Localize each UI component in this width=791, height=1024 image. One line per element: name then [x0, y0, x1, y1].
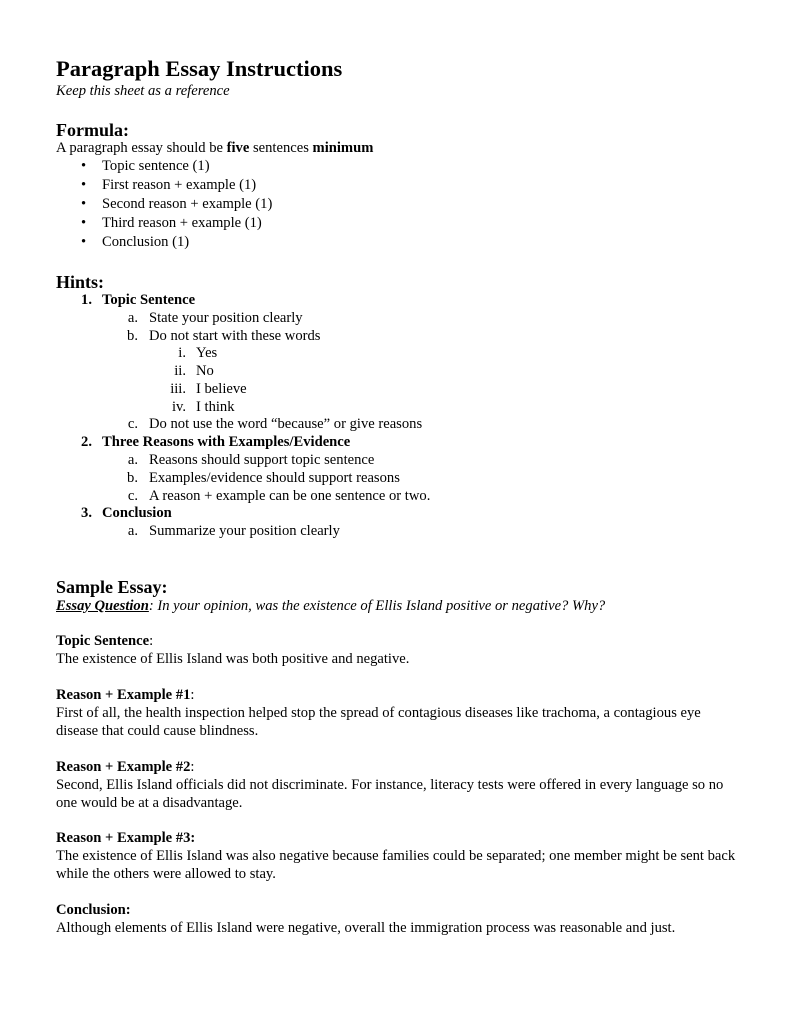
formula-list — [56, 157, 272, 252]
sample-part-reason-2: Reason + Example #2: Second, Ellis Island officials did not discriminate. For instance, literacy tests were offered in every language so no one would be at a disadvantage. — [56, 759, 724, 811]
list-item: • Conclusion (1) — [81, 234, 190, 250]
list-item: • Third reason + example (1) — [81, 215, 262, 231]
formula-intro-minimum: minimum — [312, 140, 374, 156]
document-page: Paragraph Essay Instructions Keep this sheet as a reference Formula: A paragraph essay should be five sentences minimum • Topic sentence (1) • First reason + example (1) • Second reason + example (1) • Third reason + example (1) • Conclusion (1) Hints: 1. Topic Sentence a. State your position clearly b. Do not start with these words i. Yes ii. No iii. I believe iv. I think c. Do not use the word “because” or give reasons 2. Three Reasons with Examples/Evidence a. Reasons should support topic sentence b. Examples/evidence should support reasons c. A reason + example can be one sentence or two. 3. Conclusion a. Summarize your position clearly Sample Essay: Essay Question: In your opinion, was the existence of Ellis Island positive or negative? Why? Topic Sentence: The existence of Ellis Island was both positive and negative. Reason + Example #1: First of all, the health inspection helped stop the spread of contagious diseases like trachoma, a contagious eye disease that could cause blindness. Reason + Example #2: Second, Ellis Island officials did not discriminate. For instance, literacy tests were offered in every language so no one would be at a disadvantage. Reason + Example #3: The existence of Ellis Island was also negative because families could be separated; one member might be sent back while the others were allowed to stay. Conclusion: Although elements of Ellis Island were negative, overall the immigration process was reasonable and just. — [0, 0, 791, 1024]
sample-part-topic: Topic Sentence: The existence of Ellis Island was both positive and negative. — [56, 633, 410, 667]
bullet-icon: • — [81, 177, 87, 193]
page-title: Paragraph Essay Instructions — [56, 56, 343, 81]
bullet-icon: • — [81, 158, 87, 174]
bullet-icon: • — [81, 215, 87, 231]
list-item: • Topic sentence (1) — [81, 158, 210, 174]
sample-part-reason-1: Reason + Example #1: First of all, the health inspection helped stop the spread of contagious diseases like trachoma, a contagious eye disease that could cause blindness. — [56, 687, 701, 739]
page-subtitle: Keep this sheet as a reference — [56, 83, 230, 99]
essay-question-label: Essay Question — [56, 598, 149, 614]
list-item: • Second reason + example (1) — [81, 196, 273, 212]
list-item: • First reason + example (1) — [81, 177, 257, 193]
sample-heading: Sample Essay: — [56, 577, 168, 597]
formula-heading: Formula: — [56, 120, 129, 140]
formula-intro-five: five — [226, 140, 250, 156]
sample-part-reason-3: Reason + Example #3: The existence of Ellis Island was also negative because families could be separated; one member might be sent back while the others were allowed to stay. — [56, 830, 736, 882]
bullet-icon: • — [81, 196, 87, 212]
formula-intro — [56, 139, 373, 157]
essay-question-text: : In your opinion, was the existence of Ellis Island positive or negative? Why? — [148, 598, 606, 614]
sample-part-conclusion: Conclusion: Although elements of Ellis Island were negative, overall the immigration process was reasonable and just. — [56, 902, 676, 936]
hints-heading: Hints: — [56, 272, 105, 292]
formula-intro-prefix: A paragraph essay should be — [56, 140, 227, 156]
formula-intro-middle: sentences — [249, 140, 313, 156]
essay-question — [56, 597, 605, 615]
bullet-icon: • — [81, 234, 87, 250]
